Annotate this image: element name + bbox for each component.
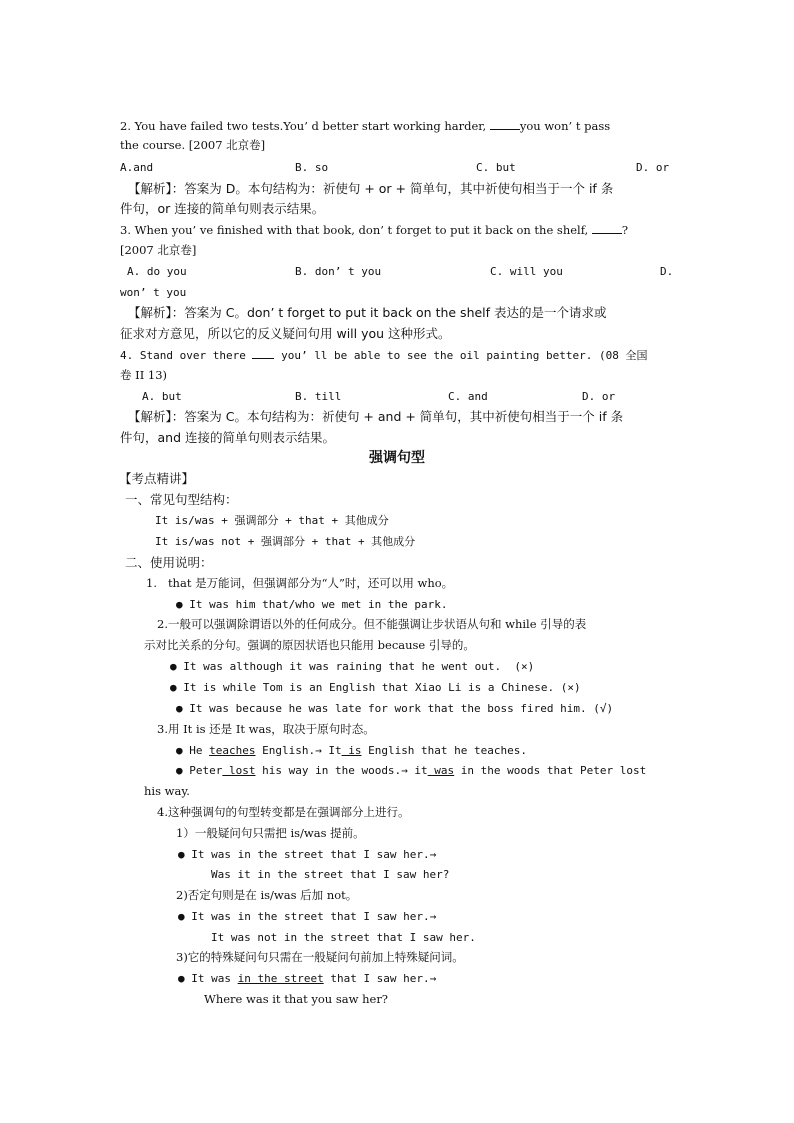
usage-point-3: 3.用 It is 还是 It was，取决于原句时态。	[157, 722, 375, 736]
q2-option-a: A.and	[120, 161, 154, 174]
q4-option-a: A. but	[142, 390, 182, 403]
q3-option-d-cont: won’ t you	[120, 286, 187, 299]
usage-point-1-example: ● It was him that/who we met in the park.	[176, 598, 448, 611]
ex-text: ● Peter	[176, 764, 223, 777]
kaodian-heading: 【考点精讲】	[119, 471, 195, 486]
q4-text-b: you’ ll be able to see the oil painting better. (08 全国	[274, 349, 648, 362]
q3-option-b: B. don’ t you	[295, 265, 382, 278]
usage-point-1: 1. that 是万能词，但强调部分为“人”时，还可以用 who。	[146, 576, 454, 590]
ex-text: English.→ It	[255, 744, 342, 757]
q3-option-a: A. do you	[127, 265, 187, 278]
q2-option-b: B. so	[295, 161, 329, 174]
q2-analysis-line2: 件句，or 连接的简单句则表示结果。	[120, 201, 325, 216]
usage-point-4-3: 3)它的特殊疑问句只需在一般疑问句前加上特殊疑问词。	[176, 950, 464, 964]
q2-text: 2. You have failed two tests.You’ d better start working harder,	[120, 119, 490, 133]
answer-blank	[592, 222, 622, 234]
part1-structure-1: It is/was + 强调部分 + that + 其他成分	[155, 514, 389, 527]
ex-text: English that he teaches.	[361, 744, 528, 757]
ex-underlined: in the street	[237, 972, 324, 985]
q4-analysis-line2: 件句，and 连接的简单句则表示结果。	[120, 430, 335, 445]
q2-option-d: D. or	[636, 161, 670, 174]
ex-text: ● It was	[178, 972, 238, 985]
usage-point-4-1-example: ● It was in the street that I saw her.→	[178, 848, 437, 861]
usage-point-4-1: 1）一般疑问句只需把 is/was 提前。	[176, 826, 365, 840]
ex-text: his way in the woods.→ it	[255, 764, 428, 777]
q3-analysis-line2: 征求对方意见，所以它的反义疑问句用 will you 这种形式。	[120, 326, 451, 341]
usage-point-3-example-2-cont: his way.	[144, 784, 190, 798]
q2-text-end: you won’ t pass	[519, 119, 611, 133]
usage-point-4-2-result: It was not in the street that I saw her.	[211, 931, 476, 944]
q2-option-c: C. but	[476, 161, 516, 174]
usage-point-2-line2: 示对比关系的分句。强调的原因状语也只能用 because 引导的。	[144, 638, 475, 652]
ex-text: in the woods that Peter lost	[454, 764, 647, 777]
q3-analysis-line1: 【解析】：答案为 C。don’ t forget to put it back on the shelf 表达的是一个请求或	[128, 305, 607, 320]
q4-text-a: 4. Stand over there	[120, 349, 253, 362]
usage-point-2-example-3: ● It was because he was late for work that the boss fired him. (√)	[176, 702, 614, 715]
q3-text-end: ?	[621, 223, 629, 237]
q2-analysis-line1: 【解析】：答案为 D。本句结构为：祈使句 + or + 简单句，其中祈使句相当于一个 if 条	[128, 181, 614, 196]
q4-line1	[120, 347, 647, 363]
usage-point-3-example-2	[176, 763, 646, 778]
usage-point-4: 4.这种强调句的句型转变都是在强调部分上进行。	[157, 805, 410, 819]
usage-point-4-2-example: ● It was in the street that I saw her.→	[178, 910, 437, 923]
q4-analysis-line1: 【解析】：答案为 C。本句结构为：祈使句 + and + 简单句，其中祈使句相当于一个 if 条	[128, 409, 624, 424]
part1-structure-2: It is/was not + 强调部分 + that + 其他成分	[155, 535, 416, 548]
usage-point-4-2: 2)否定句则是在 is/was 后加 not。	[176, 888, 358, 902]
usage-point-4-1-result: Was it in the street that I saw her?	[211, 868, 450, 881]
q3-text: 3. When you’ ve finished with that book, don’ t forget to put it back on the shelf,	[120, 223, 592, 237]
part2-title: 二、使用说明：	[125, 555, 213, 570]
ex-text: that I saw her.→	[323, 972, 437, 985]
q2-line2: the course. [2007 北京卷]	[120, 138, 266, 152]
ex-underlined: lost	[222, 764, 256, 777]
usage-point-2-example-1: ● It was although it was raining that he went out. (×)	[170, 660, 535, 673]
ex-text: ● He	[176, 744, 210, 757]
usage-point-3-example-1	[176, 743, 527, 758]
ex-underlined: was	[427, 764, 455, 777]
q3-option-c: C. will you	[490, 265, 563, 278]
usage-point-4-3-result: Where was it that you saw her?	[204, 992, 388, 1006]
q3-line1	[120, 222, 628, 238]
usage-point-4-3-example	[178, 971, 436, 986]
q4-option-d: D. or	[582, 390, 616, 403]
part1-title: 一、常见句型结构：	[125, 492, 238, 507]
ex-underlined: is	[341, 744, 362, 757]
q2-line1	[120, 118, 610, 134]
answer-blank	[490, 118, 520, 130]
ex-underlined: teaches	[209, 744, 256, 757]
q4-option-b: B. till	[295, 390, 342, 403]
usage-point-2-example-2: ● It is while Tom is an English that Xiao Li is a Chinese. (×)	[170, 681, 581, 694]
q4-option-c: C. and	[448, 390, 488, 403]
q3-line2: [2007 北京卷]	[120, 243, 197, 257]
section-title: 强调句型	[369, 450, 425, 466]
q3-option-d: D.	[660, 265, 674, 278]
q4-line2: 卷 II 13)	[120, 368, 168, 382]
answer-blank	[252, 347, 274, 359]
usage-point-2-line1: 2.一般可以强调除谓语以外的任何成分。但不能强调让步状语从句和 while 引导的表	[157, 617, 587, 631]
